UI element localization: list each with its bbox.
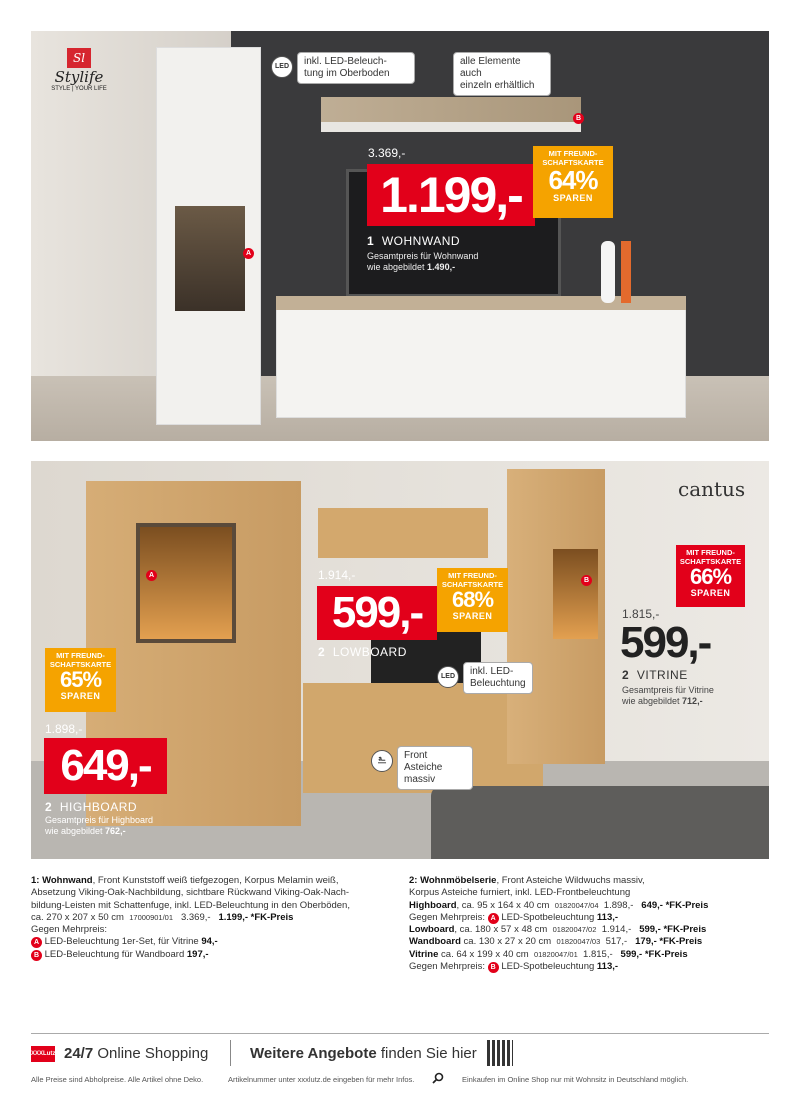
product-num: 1 xyxy=(367,234,375,248)
desc1-b-price: 197,- xyxy=(186,948,209,960)
sub2-prefix: wie abgebildet xyxy=(622,696,683,706)
callout-line2: Beleuchtung xyxy=(470,678,526,689)
highboard-sub1: Gesamtpreis für Highboard xyxy=(45,815,154,825)
front-callout-text xyxy=(397,746,473,790)
row-old: 1.898,- xyxy=(603,899,634,911)
led-icon: LED xyxy=(437,666,459,688)
badge-save: SPAREN xyxy=(452,611,493,621)
extra-text: LED-Spotbeleuchtung xyxy=(501,911,597,923)
sub2-value: 1.490,- xyxy=(427,262,456,272)
led-callout-text xyxy=(297,52,415,84)
badge-save: SPAREN xyxy=(60,691,101,701)
vase xyxy=(601,241,615,303)
row-price: 179,- *FK-Preis xyxy=(635,936,703,948)
row-name: Vitrine xyxy=(409,948,439,960)
wall-shelf-back xyxy=(321,97,581,122)
badge-percent: 64% xyxy=(548,165,598,195)
product-sub1: Gesamtpreis für Wohnwand xyxy=(367,251,479,261)
desc1-title: 1: Wohnwand xyxy=(31,875,93,886)
marker-b: B xyxy=(488,962,499,973)
highboard-old-price: 1.898,- xyxy=(45,722,83,736)
highboard-discount-badge xyxy=(45,648,116,712)
white-vitrine xyxy=(156,47,261,425)
badge-line2: SCHAFTSKARTE xyxy=(542,158,604,167)
elements-callout-line2: einzeln erhältlich xyxy=(460,80,535,91)
desc1-l3: bildung-Leisten mit Schattenfuge, inkl. LED-Beleuchtung in den Oberböden, xyxy=(31,899,350,911)
desc1-a-price: 94,- xyxy=(201,936,218,948)
desc2-extra1 xyxy=(409,912,769,924)
old-price: 3.369,- xyxy=(368,146,406,160)
desc1-art: 17000901/01 xyxy=(129,912,174,922)
extra-price: 113,- xyxy=(596,911,619,923)
desc2-extra2 xyxy=(409,961,769,973)
badge-line1: MIT FREUND- xyxy=(686,548,735,557)
product-label xyxy=(367,234,460,248)
shop-text: Online Shopping xyxy=(93,1045,209,1062)
extra-text: LED-Spotbeleuchtung xyxy=(501,961,597,973)
row-art: 01820047/01 xyxy=(533,949,578,959)
sub2-prefix: wie abgebildet xyxy=(45,826,106,836)
badge-percent: 68% xyxy=(451,587,494,612)
row-name: Wandboard xyxy=(409,936,461,948)
online-shopping[interactable] xyxy=(64,1045,208,1062)
description-wohnwand xyxy=(31,875,401,961)
sub2-prefix: wie abgebildet xyxy=(367,262,428,272)
row-name: Lowboard xyxy=(409,924,455,936)
elements-callout xyxy=(453,52,551,96)
badge-percent: 66% xyxy=(689,564,732,589)
logo-name: Stylife xyxy=(54,68,104,86)
callout-line1: inkl. LED- xyxy=(470,666,514,677)
desc1-line1 xyxy=(31,875,401,887)
highboard-name: HIGHBOARD xyxy=(59,800,138,814)
row-art: 01820047/04 xyxy=(554,900,599,910)
sofa xyxy=(431,786,769,859)
marker-b: B xyxy=(573,113,584,124)
desc1-extra: Gegen Mehrpreis: xyxy=(31,924,108,936)
marker-a: A xyxy=(31,937,42,948)
vitrine-sub2 xyxy=(622,696,714,707)
desc1-price: 1.199,- *FK-Preis xyxy=(218,911,294,923)
row-old: 1.815,- xyxy=(583,948,613,960)
sub2-value: 762,- xyxy=(105,826,126,836)
badge-line2: SCHAFTSKARTE xyxy=(679,557,742,566)
tree-icon: ⎁ xyxy=(371,750,393,772)
product-sub xyxy=(367,251,478,273)
extra-price: 113,- xyxy=(596,961,619,973)
desc2-line1 xyxy=(409,875,769,887)
desc2-title: 2: Wohnmöbelserie xyxy=(409,875,497,886)
vitrine-old-price: 1.815,- xyxy=(622,607,660,621)
vitrine-sub xyxy=(622,685,714,707)
product-sub2 xyxy=(367,262,478,273)
elements-callout-line1: alle Elemente auch xyxy=(460,56,521,79)
desc1-old: 3.369,- xyxy=(180,911,211,923)
vitrine-glass xyxy=(175,206,245,311)
price-tag: 1.199,- xyxy=(367,164,535,226)
row-dims: , ca. 95 x 164 x 40 cm xyxy=(456,899,550,911)
badge-line2: SCHAFTSKARTE xyxy=(441,580,504,589)
desc2-row xyxy=(409,900,769,912)
row-dims: ca. 130 x 27 x 20 cm xyxy=(460,936,552,948)
logo-mark: Sl xyxy=(67,48,91,68)
row-price: 649,- *FK-Preis xyxy=(641,899,709,911)
footer-note-prices: Alle Preise sind Abholpreise. Alle Artikel ohne Deko. xyxy=(31,1075,204,1084)
extra-label: Gegen Mehrpreis: xyxy=(409,911,486,923)
desc2-row xyxy=(409,949,769,961)
lowboard-num: 2 xyxy=(318,645,326,659)
desc1-b-text: LED-Beleuchtung für Wandboard xyxy=(44,948,187,960)
led-callout-line2: tung im Oberboden xyxy=(304,68,390,79)
lowboard-led-callout-text xyxy=(463,662,533,694)
more-text: finden Sie hier xyxy=(376,1045,477,1062)
footer-separator xyxy=(230,1040,231,1066)
desc1-a xyxy=(31,936,401,948)
marker-a-2: A xyxy=(146,570,157,581)
led-callout-line1: inkl. LED-Beleuch- xyxy=(304,56,387,67)
highboard-sub xyxy=(45,815,153,837)
vitrine-num: 2 xyxy=(622,668,630,682)
row-old: 1.914,- xyxy=(601,924,632,936)
logo-tagline: STYLE | YOUR LIFE xyxy=(51,86,107,92)
discount-badge xyxy=(533,146,613,218)
front-callout-line1: Front Asteiche xyxy=(404,750,443,773)
badge-percent: 65% xyxy=(59,667,102,692)
desc1-dims: ca. 270 x 207 x 50 cm xyxy=(31,911,124,923)
badge-line2: SCHAFTSKARTE xyxy=(49,660,112,669)
highboard-glass xyxy=(136,523,236,643)
vitrine-price: 599,- xyxy=(620,618,711,667)
vase-orange xyxy=(621,241,631,303)
vitrine-discount-badge xyxy=(676,545,745,607)
row-price: 599,- *FK-Preis xyxy=(639,924,707,936)
led-icon: LED xyxy=(271,56,293,78)
marker-a: A xyxy=(243,248,254,259)
more-bold: Weitere Angebote xyxy=(250,1045,377,1062)
row-name: Highboard xyxy=(409,899,457,911)
lowboard-old-price: 1.914,- xyxy=(318,568,356,582)
marker-b: B xyxy=(31,950,42,961)
desc2-row xyxy=(409,936,769,948)
vitrine-label xyxy=(622,668,688,682)
highboard-num: 2 xyxy=(45,800,53,814)
wandboard xyxy=(318,508,488,558)
row-art: 01820047/03 xyxy=(556,937,601,947)
description-wohnmoebelserie xyxy=(409,875,769,973)
product-name: WOHNWAND xyxy=(381,234,461,248)
lowboard-name: LOWBOARD xyxy=(332,645,407,659)
highboard-price: 649,- xyxy=(44,738,167,794)
vitrine-glass xyxy=(553,549,598,639)
desc1-a-text: LED-Beleuchtung 1er-Set, für Vitrine xyxy=(44,936,202,948)
stylife-logo xyxy=(39,48,119,103)
marker-a: A xyxy=(488,913,499,924)
highboard-sub2 xyxy=(45,826,153,837)
highboard-label xyxy=(45,800,137,814)
more-offers[interactable] xyxy=(250,1045,477,1062)
row-old: 517,- xyxy=(605,936,628,948)
white-lowboard xyxy=(276,296,686,418)
marker-b-2: B xyxy=(581,575,592,586)
footer-note-article: Artikelnummer unter xxxlutz.de eingeben für mehr Infos. xyxy=(228,1075,415,1084)
desc2-row xyxy=(409,924,769,936)
desc1-l1: , Front Kunststoff weiß tiefgezogen, Korpus Melamin weiß, xyxy=(92,875,339,886)
desc1-l4 xyxy=(31,912,401,924)
lowboard-discount-badge xyxy=(437,568,508,632)
desc2-l1: , Front Asteiche Wildwuchs massiv, xyxy=(496,875,645,886)
extra-label: Gegen Mehrpreis: xyxy=(409,961,486,973)
search-icon[interactable] xyxy=(432,1072,444,1084)
sub2-value: 712,- xyxy=(682,696,703,706)
front-callout-line2: massiv xyxy=(404,774,436,785)
vitrine-sub1: Gesamtpreis für Vitrine xyxy=(622,685,714,695)
desc1-l2: Absetzung Viking-Oak-Nachbildung, sichtbare Rückwand Viking-Oak-Nach- xyxy=(31,887,350,899)
badge-save: SPAREN xyxy=(690,588,731,598)
badge-save: SPAREN xyxy=(553,193,593,203)
lowboard-price: 599,- xyxy=(317,586,437,640)
row-dims: , ca. 180 x 57 x 48 cm xyxy=(454,924,548,936)
xxxlutz-logo[interactable]: XXXLutz xyxy=(31,1046,55,1062)
cantus-brand: cantus xyxy=(678,477,746,501)
shop-bold: 24/7 xyxy=(64,1045,94,1062)
badge-line1: MIT FREUND- xyxy=(548,149,598,158)
wall-shelf xyxy=(321,122,581,132)
lowboard-label xyxy=(318,645,407,659)
badge-line1: MIT FREUND- xyxy=(56,651,105,660)
badge-line1: MIT FREUND- xyxy=(448,571,497,580)
desc1-b xyxy=(31,949,401,961)
row-art: 01820047/02 xyxy=(552,925,597,935)
row-price: 599,- *FK-Preis xyxy=(620,948,688,960)
qr-code-icon[interactable] xyxy=(487,1040,513,1066)
footer-divider xyxy=(31,1033,769,1034)
desc2-l2: Korpus Asteiche furniert, inkl. LED-Frontbeleuchtung xyxy=(409,887,631,899)
footer-note-shop: Einkaufen im Online Shop nur mit Wohnsitz in Deutschland möglich. xyxy=(462,1075,689,1084)
row-dims: ca. 64 x 199 x 40 cm xyxy=(438,948,529,960)
vitrine-name: VITRINE xyxy=(636,668,688,682)
